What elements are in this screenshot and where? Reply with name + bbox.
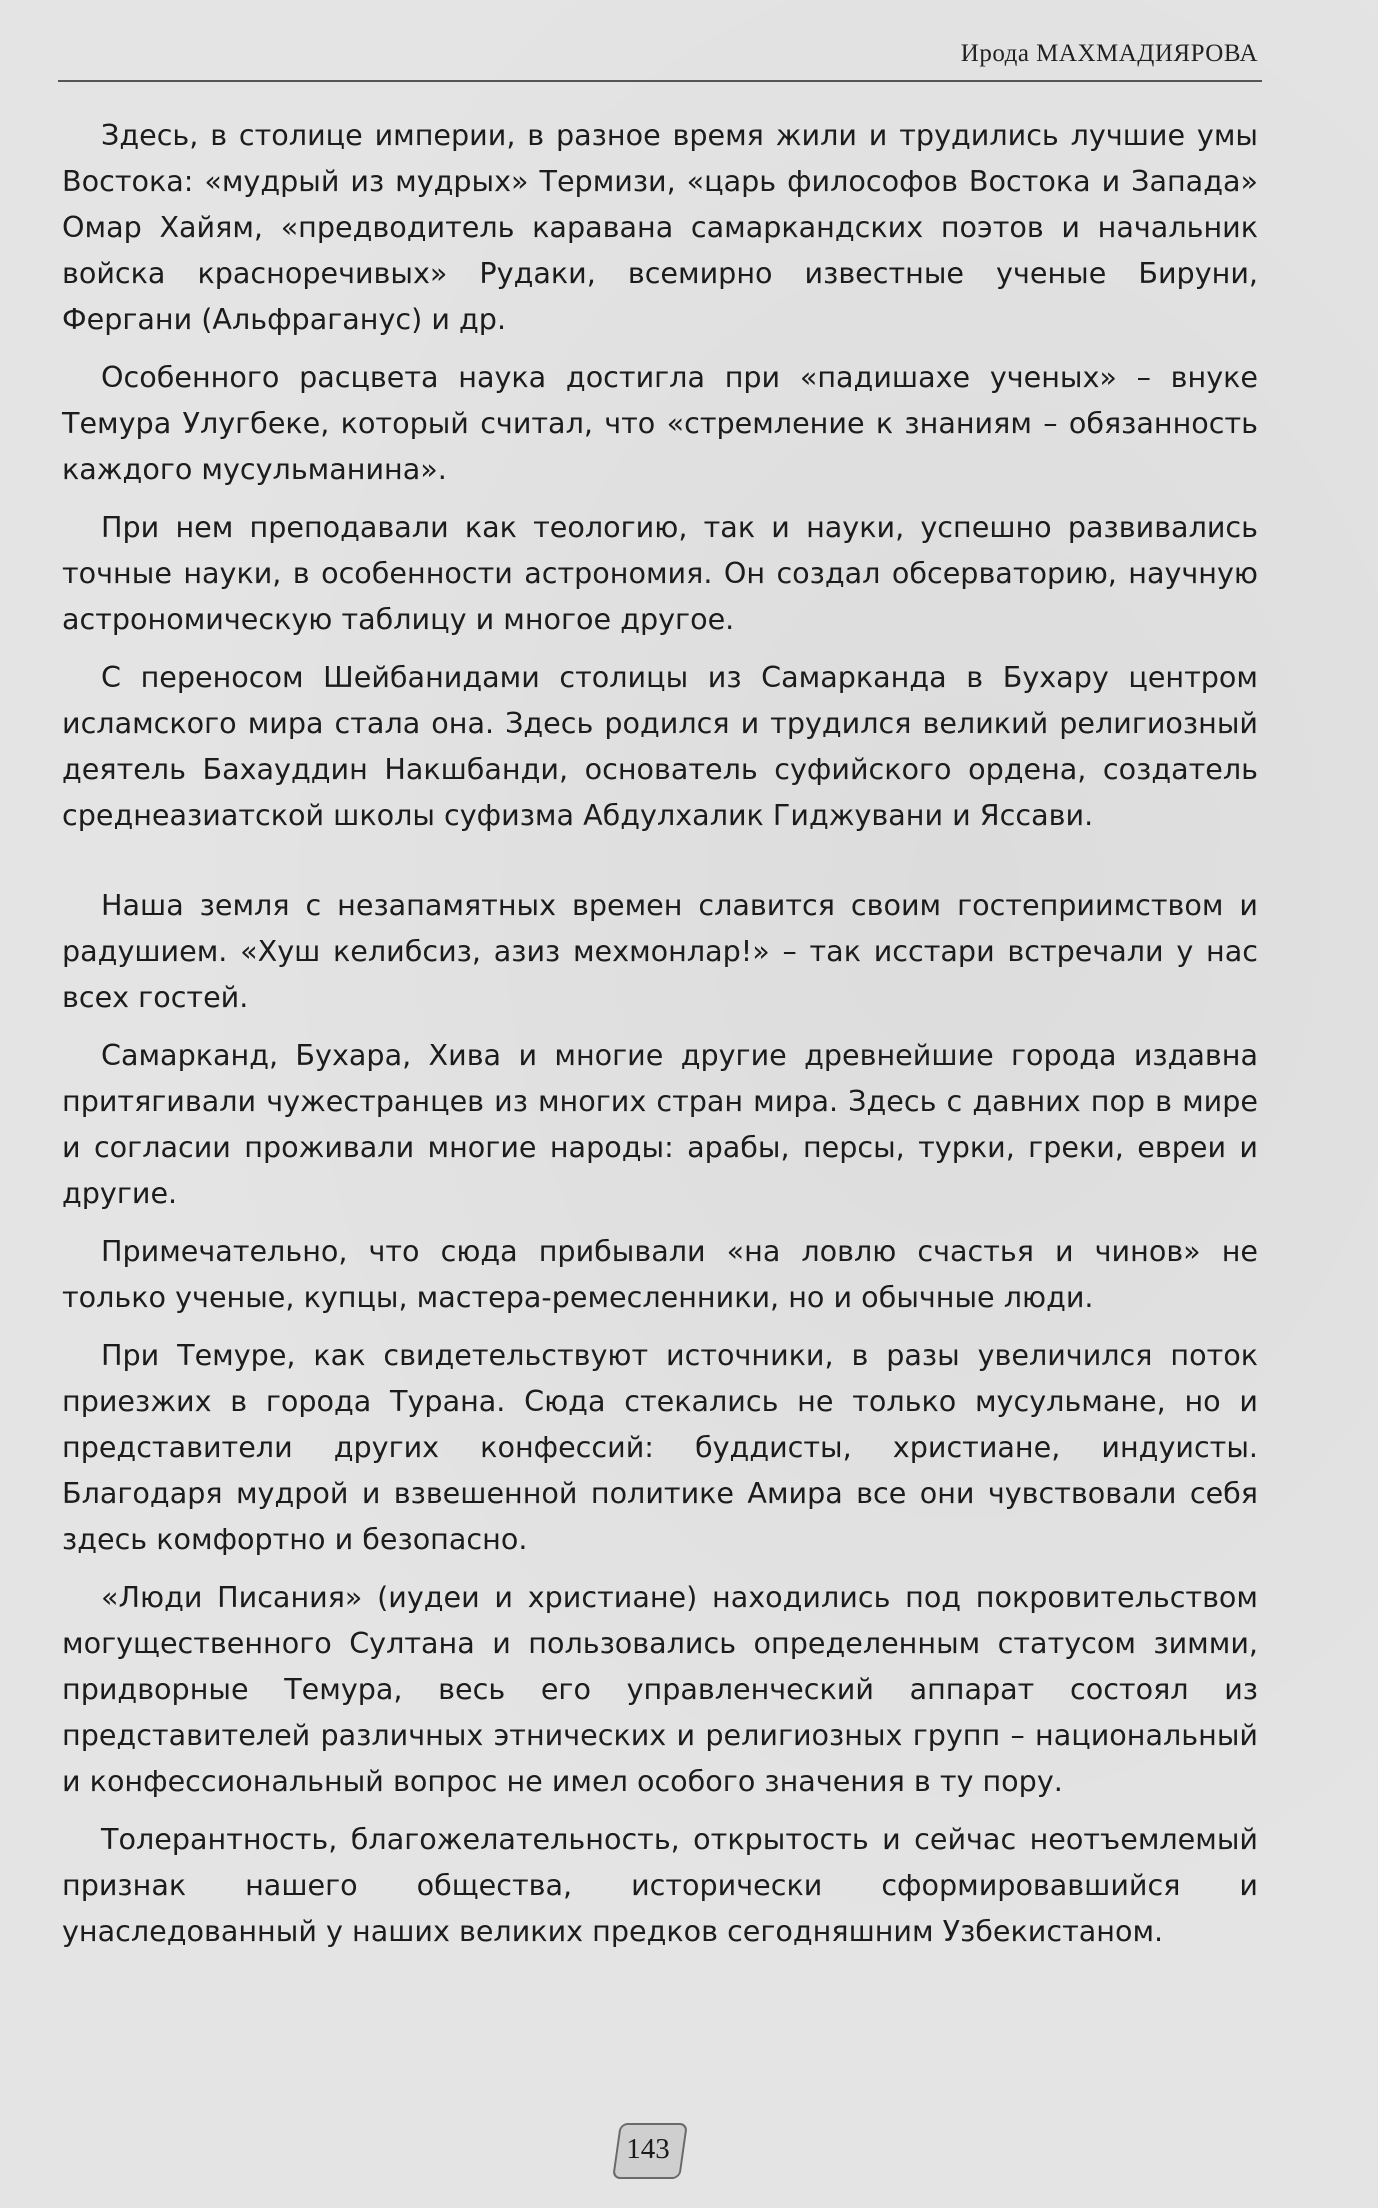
paragraph: При нем преподавали как теологию, так и науки, успешно развивались точные науки, в особенности астрономия. Он создал обсерваторию, научную астрономическую таблицу и многое другое.	[62, 510, 1258, 636]
author-first-name: Ирода	[960, 40, 1030, 67]
header-rule	[58, 80, 1262, 82]
page-number: 143	[626, 2133, 670, 2165]
paragraph: Здесь, в столице империи, в разное время жили и трудились лучшие умы Востока: «мудрый из мудрых» Термизи, «царь философов Востока и Запада» Омар Хайям, «предводитель каравана самаркандских поэтов и начальник войска красноречивых» Рудаки, всемирно известные ученые Бируни, Фергани (Альфраганус) и др.	[62, 118, 1258, 336]
paragraph: При Темуре, как свидетельствуют источники, в разы увеличился поток приезжих в города Турана. Сюда стекались не только мусульмане, но и представители других конфессий: буддисты, христиане, индуисты. Благодаря мудрой и взвешенной политике Амира все они чувствовали себя здесь комфортно и безопасно.	[62, 1338, 1258, 1556]
paragraph: Примечательно, что сюда прибывали «на ловлю счастья и чинов» не только ученые, купцы, мастера-ремесленники, но и обычные люди.	[62, 1234, 1258, 1314]
paragraph: «Люди Писания» (иудеи и христиане) находились под покровительством могущественного Султана и пользовались определенным статусом зимми, придворные Темура, весь его управленческий аппарат состоял из представителей различных этнических и религиозных групп – национальный и конфессиональный вопрос не имел особого значения в ту пору.	[62, 1580, 1258, 1798]
paragraph: Толерантность, благожелательность, открытость и сейчас неотъемлемый признак нашего общества, исторически сформировавшийся и унаследованный у наших великих предков сегодняшним Узбекистаном.	[62, 1822, 1258, 1948]
author-last-name: МАХМАДИЯРОВА	[1036, 40, 1258, 67]
paragraph: Особенного расцвета наука достигла при «падишахе ученых» – внуке Темура Улугбеке, который считал, что «стремление к знаниям – обязанность каждого мусульманина».	[62, 360, 1258, 486]
running-header	[961, 40, 1258, 68]
paragraph: Самарканд, Бухара, Хива и многие другие древнейшие города издавна притягивали чужестранцев из многих стран мира. Здесь с давних пор в мире и согласии проживали многие народы: арабы, персы, турки, греки, евреи и другие.	[62, 1038, 1258, 1210]
paragraph: С переносом Шейбанидами столицы из Самарканда в Бухару центром исламского мира стала она. Здесь родился и трудился великий религиозный деятель Бахауддин Накшбанди, основатель суфийского ордена, создатель среднеазиатской школы суфизма Абдулхалик Гиджувани и Яссави.	[62, 660, 1258, 832]
body-text	[62, 112, 1258, 1966]
page-number-ornament	[608, 2123, 688, 2175]
paragraph: Наша земля с незапамятных времен славится своим гостеприимством и радушием. «Хуш келибсиз, азиз мехмонлар!» – так исстари встречали у нас всех гостей.	[62, 888, 1258, 1014]
